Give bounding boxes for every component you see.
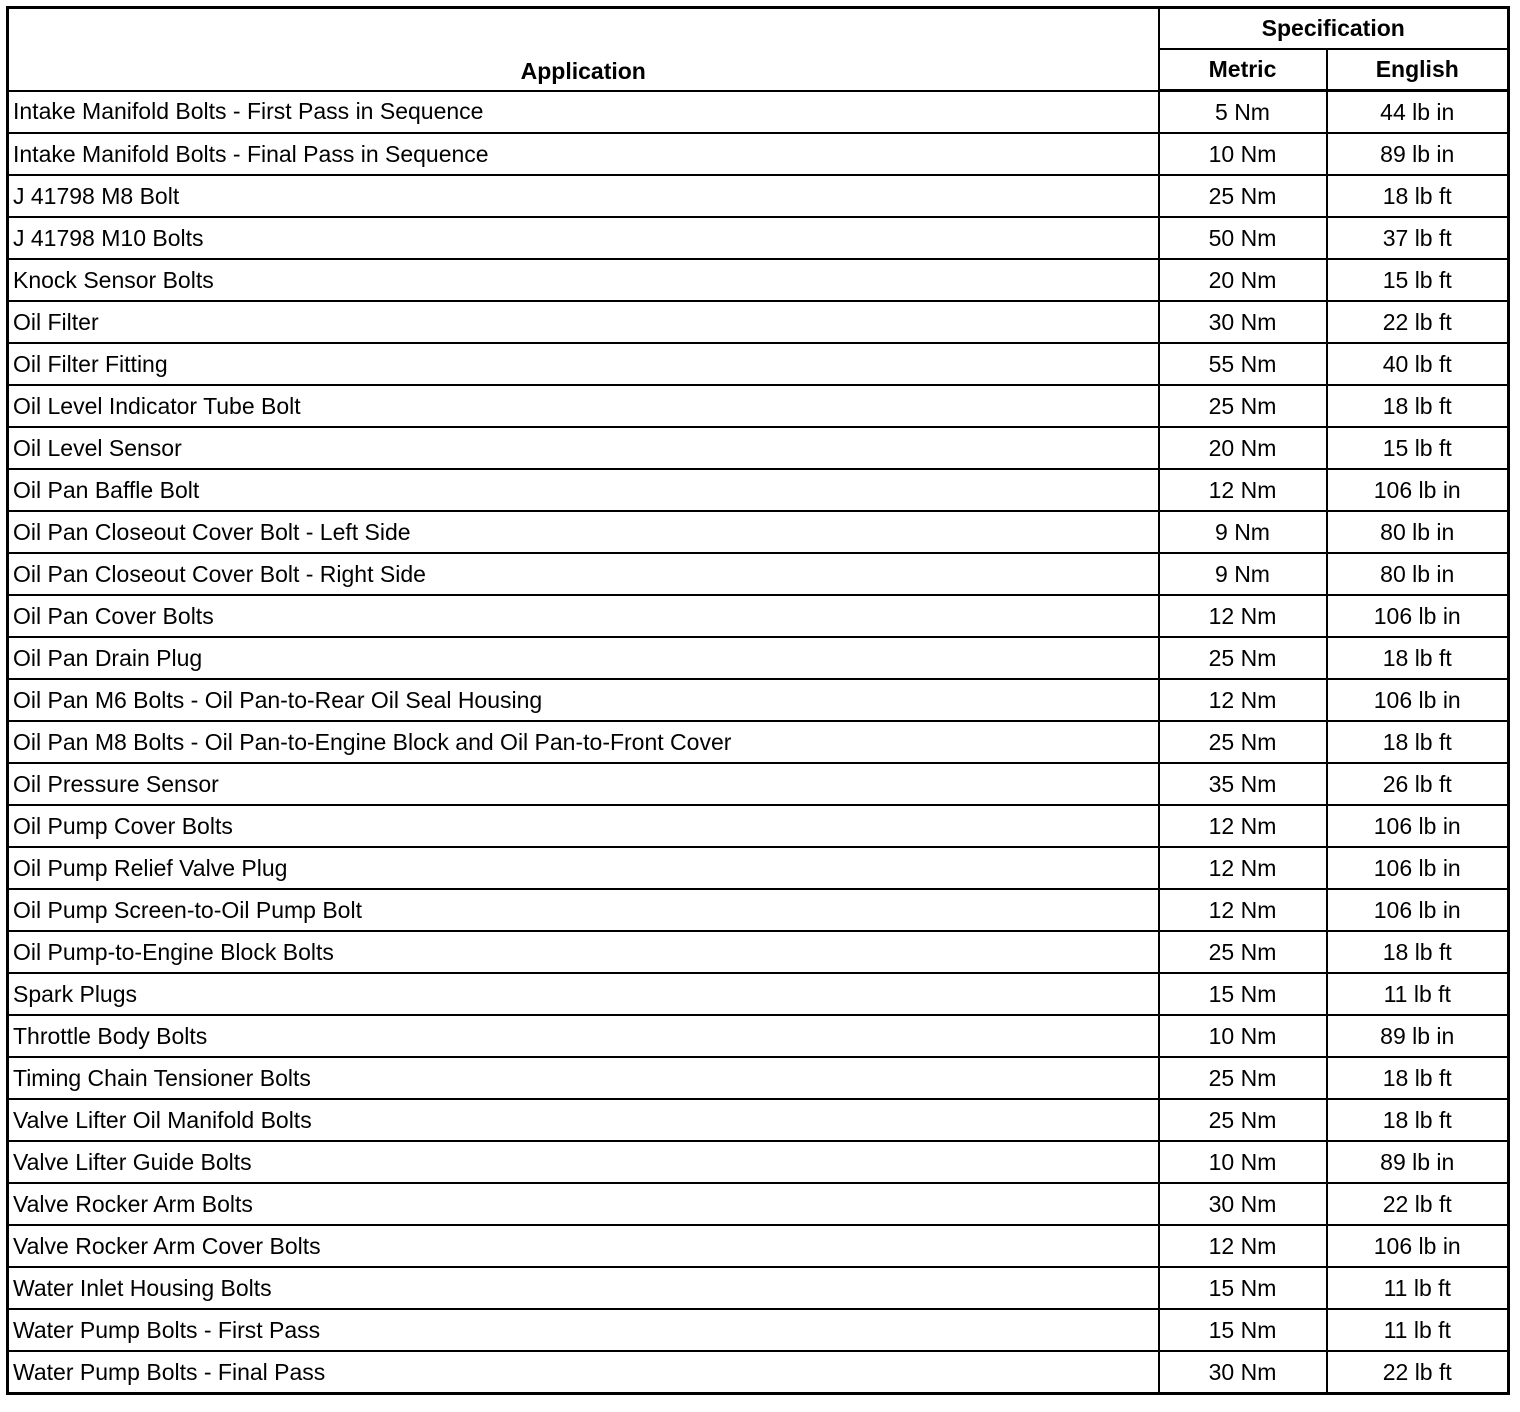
- metric-value-cell: 30 Nm: [1159, 1351, 1327, 1394]
- english-value-cell: 18 lb ft: [1327, 175, 1509, 217]
- application-cell: Water Pump Bolts - Final Pass: [8, 1351, 1159, 1394]
- application-cell: Oil Pan Closeout Cover Bolt - Left Side: [8, 511, 1159, 553]
- metric-value-cell: 9 Nm: [1159, 553, 1327, 595]
- metric-value-cell: 25 Nm: [1159, 385, 1327, 427]
- english-value-cell: 106 lb in: [1327, 805, 1509, 847]
- english-value-cell: 26 lb ft: [1327, 763, 1509, 805]
- english-value-cell: 18 lb ft: [1327, 385, 1509, 427]
- fastener-specification-table: [6, 6, 1510, 1395]
- metric-value-cell: 12 Nm: [1159, 469, 1327, 511]
- metric-value-cell: 25 Nm: [1159, 721, 1327, 763]
- table-row: [8, 595, 1509, 637]
- application-cell: Oil Pan Drain Plug: [8, 637, 1159, 679]
- table-row: [8, 721, 1509, 763]
- column-header-metric: Metric: [1159, 49, 1327, 91]
- metric-value-cell: 15 Nm: [1159, 1267, 1327, 1309]
- table-row: [8, 511, 1509, 553]
- application-cell: Valve Rocker Arm Bolts: [8, 1183, 1159, 1225]
- table-row: [8, 1141, 1509, 1183]
- table-row: [8, 1015, 1509, 1057]
- application-cell: J 41798 M10 Bolts: [8, 217, 1159, 259]
- application-cell: Oil Filter: [8, 301, 1159, 343]
- english-value-cell: 22 lb ft: [1327, 1351, 1509, 1394]
- english-value-cell: 22 lb ft: [1327, 301, 1509, 343]
- table-header: [8, 8, 1509, 91]
- metric-value-cell: 20 Nm: [1159, 259, 1327, 301]
- table-row: [8, 217, 1509, 259]
- application-cell: Oil Filter Fitting: [8, 343, 1159, 385]
- english-value-cell: 15 lb ft: [1327, 427, 1509, 469]
- english-value-cell: 11 lb ft: [1327, 1267, 1509, 1309]
- metric-value-cell: 12 Nm: [1159, 847, 1327, 889]
- table-row: [8, 931, 1509, 973]
- metric-value-cell: 25 Nm: [1159, 1057, 1327, 1099]
- metric-value-cell: 35 Nm: [1159, 763, 1327, 805]
- table-row: [8, 91, 1509, 134]
- table-row: [8, 385, 1509, 427]
- table-row: [8, 1099, 1509, 1141]
- english-value-cell: 89 lb in: [1327, 1141, 1509, 1183]
- application-cell: Oil Pan Closeout Cover Bolt - Right Side: [8, 553, 1159, 595]
- table-row: [8, 889, 1509, 931]
- table-row: [8, 1225, 1509, 1267]
- table-row: [8, 847, 1509, 889]
- metric-value-cell: 30 Nm: [1159, 1183, 1327, 1225]
- application-cell: Oil Pump Relief Valve Plug: [8, 847, 1159, 889]
- application-cell: Oil Level Sensor: [8, 427, 1159, 469]
- english-value-cell: 106 lb in: [1327, 679, 1509, 721]
- metric-value-cell: 12 Nm: [1159, 679, 1327, 721]
- application-cell: Oil Pan Cover Bolts: [8, 595, 1159, 637]
- table-row: [8, 679, 1509, 721]
- metric-value-cell: 25 Nm: [1159, 931, 1327, 973]
- english-value-cell: 106 lb in: [1327, 469, 1509, 511]
- metric-value-cell: 25 Nm: [1159, 1099, 1327, 1141]
- english-value-cell: 18 lb ft: [1327, 721, 1509, 763]
- metric-value-cell: 10 Nm: [1159, 1015, 1327, 1057]
- table-row: [8, 469, 1509, 511]
- application-cell: Oil Pump-to-Engine Block Bolts: [8, 931, 1159, 973]
- english-value-cell: 80 lb in: [1327, 511, 1509, 553]
- column-header-application: Application: [8, 8, 1159, 91]
- metric-value-cell: 30 Nm: [1159, 301, 1327, 343]
- metric-value-cell: 10 Nm: [1159, 133, 1327, 175]
- table-row: [8, 1183, 1509, 1225]
- column-header-specification: Specification: [1159, 8, 1509, 50]
- english-value-cell: 106 lb in: [1327, 595, 1509, 637]
- table-row: [8, 1351, 1509, 1394]
- english-value-cell: 106 lb in: [1327, 1225, 1509, 1267]
- application-cell: Knock Sensor Bolts: [8, 259, 1159, 301]
- table-row: [8, 343, 1509, 385]
- english-value-cell: 15 lb ft: [1327, 259, 1509, 301]
- application-cell: Timing Chain Tensioner Bolts: [8, 1057, 1159, 1099]
- english-value-cell: 18 lb ft: [1327, 1099, 1509, 1141]
- table-row: [8, 175, 1509, 217]
- metric-value-cell: 5 Nm: [1159, 91, 1327, 134]
- english-value-cell: 11 lb ft: [1327, 1309, 1509, 1351]
- application-cell: J 41798 M8 Bolt: [8, 175, 1159, 217]
- metric-value-cell: 10 Nm: [1159, 1141, 1327, 1183]
- table-row: [8, 973, 1509, 1015]
- metric-value-cell: 20 Nm: [1159, 427, 1327, 469]
- english-value-cell: 40 lb ft: [1327, 343, 1509, 385]
- application-cell: Valve Lifter Oil Manifold Bolts: [8, 1099, 1159, 1141]
- application-cell: Intake Manifold Bolts - Final Pass in Sequence: [8, 133, 1159, 175]
- application-cell: Valve Rocker Arm Cover Bolts: [8, 1225, 1159, 1267]
- metric-value-cell: 15 Nm: [1159, 1309, 1327, 1351]
- english-value-cell: 18 lb ft: [1327, 1057, 1509, 1099]
- metric-value-cell: 15 Nm: [1159, 973, 1327, 1015]
- metric-value-cell: 12 Nm: [1159, 1225, 1327, 1267]
- metric-value-cell: 12 Nm: [1159, 805, 1327, 847]
- metric-value-cell: 25 Nm: [1159, 175, 1327, 217]
- application-cell: Spark Plugs: [8, 973, 1159, 1015]
- table-row: [8, 1267, 1509, 1309]
- english-value-cell: 89 lb in: [1327, 1015, 1509, 1057]
- table-row: [8, 1309, 1509, 1351]
- application-cell: Oil Pan Baffle Bolt: [8, 469, 1159, 511]
- english-value-cell: 106 lb in: [1327, 889, 1509, 931]
- application-cell: Water Inlet Housing Bolts: [8, 1267, 1159, 1309]
- application-cell: Throttle Body Bolts: [8, 1015, 1159, 1057]
- application-cell: Valve Lifter Guide Bolts: [8, 1141, 1159, 1183]
- application-cell: Intake Manifold Bolts - First Pass in Sequence: [8, 91, 1159, 134]
- application-cell: Oil Pan M6 Bolts - Oil Pan-to-Rear Oil Seal Housing: [8, 679, 1159, 721]
- table-row: [8, 1057, 1509, 1099]
- english-value-cell: 106 lb in: [1327, 847, 1509, 889]
- application-cell: Water Pump Bolts - First Pass: [8, 1309, 1159, 1351]
- table-row: [8, 763, 1509, 805]
- application-cell: Oil Pressure Sensor: [8, 763, 1159, 805]
- metric-value-cell: 25 Nm: [1159, 637, 1327, 679]
- application-cell: Oil Pan M8 Bolts - Oil Pan-to-Engine Block and Oil Pan-to-Front Cover: [8, 721, 1159, 763]
- metric-value-cell: 12 Nm: [1159, 889, 1327, 931]
- english-value-cell: 18 lb ft: [1327, 637, 1509, 679]
- table-body: [8, 91, 1509, 1394]
- column-header-english: English: [1327, 49, 1509, 91]
- english-value-cell: 89 lb in: [1327, 133, 1509, 175]
- metric-value-cell: 50 Nm: [1159, 217, 1327, 259]
- application-cell: Oil Level Indicator Tube Bolt: [8, 385, 1159, 427]
- english-value-cell: 11 lb ft: [1327, 973, 1509, 1015]
- application-cell: Oil Pump Cover Bolts: [8, 805, 1159, 847]
- english-value-cell: 18 lb ft: [1327, 931, 1509, 973]
- application-cell: Oil Pump Screen-to-Oil Pump Bolt: [8, 889, 1159, 931]
- table-row: [8, 301, 1509, 343]
- english-value-cell: 37 lb ft: [1327, 217, 1509, 259]
- table-row: [8, 553, 1509, 595]
- table-row: [8, 259, 1509, 301]
- table-row: [8, 133, 1509, 175]
- table-row: [8, 637, 1509, 679]
- english-value-cell: 22 lb ft: [1327, 1183, 1509, 1225]
- metric-value-cell: 9 Nm: [1159, 511, 1327, 553]
- table-row: [8, 805, 1509, 847]
- english-value-cell: 80 lb in: [1327, 553, 1509, 595]
- metric-value-cell: 55 Nm: [1159, 343, 1327, 385]
- header-row-top: [8, 8, 1509, 50]
- english-value-cell: 44 lb in: [1327, 91, 1509, 134]
- table-row: [8, 427, 1509, 469]
- metric-value-cell: 12 Nm: [1159, 595, 1327, 637]
